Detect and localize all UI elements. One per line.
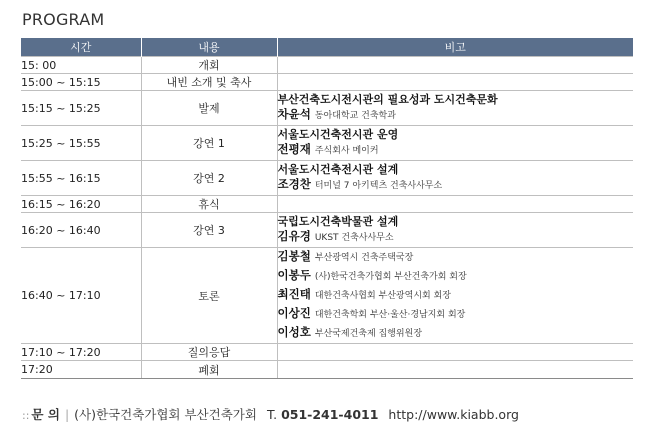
table-row — [21, 74, 633, 91]
divider: | — [64, 407, 70, 422]
row-item: 폐회 — [141, 361, 277, 379]
table-row — [21, 161, 633, 196]
speaker-name: 차윤석 — [277, 107, 311, 121]
table-row — [21, 361, 633, 379]
table-row — [21, 344, 633, 361]
row-time: 15:00 ~ 15:15 — [21, 74, 141, 91]
speaker-name: 조경찬 — [277, 177, 311, 191]
row-note — [277, 161, 633, 196]
row-time: 16:20 ~ 16:40 — [21, 213, 141, 248]
row-item: 토론 — [141, 248, 277, 344]
panelist-affiliation: 부산국제건축제 집행위원장 — [314, 329, 423, 339]
table-row — [21, 213, 633, 248]
header-time: 시간 — [21, 38, 141, 57]
row-note — [277, 126, 633, 161]
panelist-name: 이성호 — [277, 325, 311, 339]
header-item: 내용 — [141, 38, 277, 57]
program-title: PROGRAM — [22, 10, 105, 29]
session-title: 국립도시건축박물관 설계 — [277, 215, 399, 228]
row-note — [277, 91, 633, 126]
session-title: 서울도시건축전시관 운영 — [277, 128, 399, 141]
speaker-affiliation: 동아대학교 건축학과 — [314, 111, 396, 121]
row-time: 17:20 — [21, 361, 141, 379]
row-note — [277, 361, 633, 379]
contact-url[interactable]: http://www.kiabb.org — [388, 407, 519, 422]
bullet-dots-icon: :: — [22, 409, 30, 422]
table-header-row — [21, 38, 633, 57]
row-item: 강연 3 — [141, 213, 277, 248]
row-item: 강연 2 — [141, 161, 277, 196]
panelist-name: 이봉두 — [277, 268, 311, 282]
contact-phone: 051-241-4011 — [281, 407, 379, 422]
contact-org: (사)한국건축가협회 부산건축가회 — [74, 407, 257, 422]
row-item: 내빈 소개 및 축사 — [141, 74, 277, 91]
contact-info — [22, 405, 519, 423]
header-note: 비고 — [277, 38, 633, 57]
panelist-name: 김봉철 — [277, 249, 311, 263]
table-row — [21, 196, 633, 213]
table-row — [21, 126, 633, 161]
row-note — [277, 57, 633, 74]
speaker-name: 전평재 — [277, 142, 311, 156]
row-time: 15: 00 — [21, 57, 141, 74]
panelist-affiliation: (사)한국건축가협회 부산건축가회 회장 — [314, 272, 467, 282]
table-row — [21, 57, 633, 74]
row-note — [277, 196, 633, 213]
row-item: 발제 — [141, 91, 277, 126]
panelist-affiliation: 대한건축학회 부산·울산·경남지회 회장 — [314, 310, 466, 320]
row-time: 17:10 ~ 17:20 — [21, 344, 141, 361]
speaker-affiliation: UKST 건축사사무소 — [314, 233, 394, 243]
row-note — [277, 213, 633, 248]
row-note — [277, 248, 633, 344]
row-item: 휴식 — [141, 196, 277, 213]
row-time: 15:25 ~ 15:55 — [21, 126, 141, 161]
speaker-affiliation: 터미널 7 아키텍츠 건축사사무소 — [314, 181, 443, 191]
row-time: 16:15 ~ 16:20 — [21, 196, 141, 213]
panelist-affiliation: 부산광역시 건축주택국장 — [314, 253, 414, 263]
panelist-name: 최진태 — [277, 287, 311, 301]
speaker-affiliation: 주식회사 메이커 — [314, 146, 379, 156]
panelist-name: 이상진 — [277, 306, 311, 320]
session-title: 서울도시건축전시관 설계 — [277, 163, 399, 176]
row-time: 15:55 ~ 16:15 — [21, 161, 141, 196]
tel-prefix: T. — [266, 407, 278, 422]
row-note — [277, 344, 633, 361]
row-time: 15:15 ~ 15:25 — [21, 91, 141, 126]
program-table — [21, 38, 633, 379]
session-title: 부산건축도시전시관의 필요성과 도시건축문화 — [277, 93, 498, 106]
row-item: 강연 1 — [141, 126, 277, 161]
table-row — [21, 248, 633, 344]
speaker-name: 김유경 — [277, 229, 311, 243]
panelist-affiliation: 대한건축사협회 부산광역시회 회장 — [314, 291, 451, 301]
table-row — [21, 91, 633, 126]
row-item: 질의응답 — [141, 344, 277, 361]
row-time: 16:40 ~ 17:10 — [21, 248, 141, 344]
contact-label: 문 의 — [31, 407, 60, 422]
row-note — [277, 74, 633, 91]
row-item: 개회 — [141, 57, 277, 74]
